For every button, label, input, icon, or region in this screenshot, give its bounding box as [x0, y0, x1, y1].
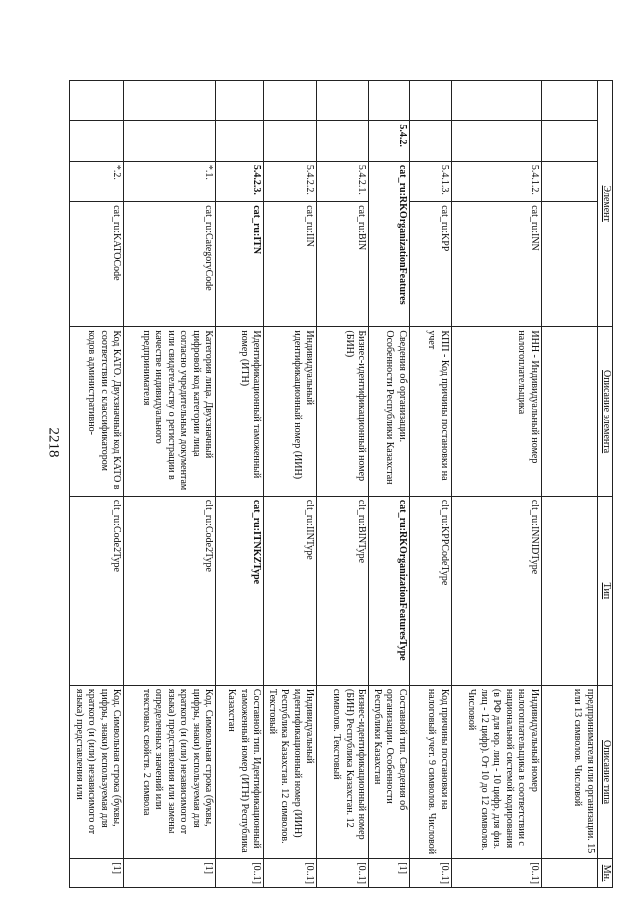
cell-number: *.2.: [70, 161, 124, 201]
table-row: [369, 81, 410, 888]
cell-name: cat_ru:IIN: [264, 202, 317, 327]
rotated-table-frame: [74, 80, 613, 888]
cell-name: cat_ru:CategoryCode: [124, 202, 216, 327]
cell-name: cat_ru:KPP: [410, 202, 452, 327]
cell-name: cat_ru:INN: [452, 202, 542, 327]
cell-multiplicity: [0..1]: [264, 859, 317, 888]
cell-description: Идентификационный таможенный номер (ИТН): [216, 327, 264, 496]
cell-name: [542, 202, 598, 327]
cell-blank: [124, 121, 216, 161]
cell-description: Индивидуальный идентификационный номер (ИИН): [264, 327, 317, 496]
header-type: Тип: [598, 496, 613, 685]
cell-multiplicity: [1]: [124, 859, 216, 888]
cell-blank: [542, 121, 598, 161]
cell-blank: [317, 121, 369, 161]
cell-blank: [124, 81, 216, 121]
cell-type-description: Составной тип. Идентификационный таможенный номер (ИТН) Республика Казахстан: [216, 685, 264, 858]
header-type-description: Описание типа: [598, 685, 613, 858]
header-element: Элемент: [598, 81, 613, 327]
cell-type: clt_ru:IINType: [264, 496, 317, 685]
cell-multiplicity: [0..1]: [410, 859, 452, 888]
cell-name: cat_ru:ITN: [216, 202, 264, 327]
cell-type-description: Код. Символьная строка (буквы, цифры, знаки) используемая для краткого (и (или) независимого от языка) представления или замены определенных значений или текстовых свойств. 2 символа: [124, 685, 216, 858]
element-table: [70, 80, 614, 888]
cell-blank: [264, 121, 317, 161]
cell-type-description: предпринимателя или организации. 15 или 13 символов. Числовой: [542, 685, 598, 858]
table-row: [124, 81, 216, 888]
cell-multiplicity: [542, 859, 598, 888]
cell-description: Сведения об организации. Особенности Республики Казахстан: [369, 327, 410, 496]
cell-blank: [70, 81, 124, 121]
cell-type: clt_ru:Code2Type: [70, 496, 124, 685]
cell-section-number: 5.4.2.: [369, 121, 410, 161]
cell-number: 5.4.1.3.: [410, 161, 452, 201]
cell-number: [542, 161, 598, 201]
header-element-description: Описание элемента: [598, 327, 613, 496]
cell-name: cat_ru:RKOrganizationFeatures: [369, 161, 410, 327]
cell-name: cat_ru:BIN: [317, 202, 369, 327]
cell-blank: [216, 121, 264, 161]
table-row: [216, 81, 264, 888]
cell-blank: [70, 121, 124, 161]
cell-blank: [317, 81, 369, 121]
cell-type: [542, 496, 598, 685]
cell-blank: [542, 81, 598, 121]
cell-description: ИНН - Индивидуальный номер налогоплательщика: [452, 327, 542, 496]
cell-number: 5.4.1.2.: [452, 161, 542, 201]
cell-description: Категория лица. Двухзначный цифровой код категории лица согласно учредительным документам или свидетельству о регистрации в качестве индивидуального предпринимателя: [124, 327, 216, 496]
page-number: 2218: [45, 427, 62, 458]
cell-number: 5.4.2.2.: [264, 161, 317, 201]
cell-type-description: Индивидуальный номер налогоплательщика в соответствии с национальной системой кодирования (в РФ для юр. лиц - 10 цифр, для физ. лиц - 12 цифр). От 10 до 12 символов. Числовой: [452, 685, 542, 858]
cell-multiplicity: [1]: [369, 859, 410, 888]
cell-blank: [264, 81, 317, 121]
cell-type-description: Код причины постановки на налоговый учет. 9 символов. Числовой: [410, 685, 452, 858]
cell-multiplicity: [0..1]: [317, 859, 369, 888]
cell-type: clt_ru:INNIDType: [452, 496, 542, 685]
table-header-row: [598, 81, 613, 888]
table-row: [542, 81, 598, 888]
cell-blank: [369, 81, 410, 121]
cell-number: *.1.: [124, 161, 216, 201]
cell-type-description: Код. Символьная строка (буквы, цифры, знаки) используемая для краткого (и (или) независимого от языка) представления или: [70, 685, 124, 858]
cell-description: Код КАТО. Двухзначный код КАТО в соответствии с классификатором кодов административно-: [70, 327, 124, 496]
cell-type: clt_ru:Code2Type: [124, 496, 216, 685]
cell-blank: [216, 81, 264, 121]
cell-multiplicity: [0..1]: [216, 859, 264, 888]
cell-multiplicity: [1]: [70, 859, 124, 888]
cell-type: cat_ru:RKOrganizationFeaturesType: [369, 496, 410, 685]
table-row: [452, 81, 542, 888]
cell-name: cat_ru:KATOCode: [70, 202, 124, 327]
table-row: [70, 81, 124, 888]
cell-type: clt_ru:KPPCodeType: [410, 496, 452, 685]
table-row: [410, 81, 452, 888]
cell-description: КПП - Код причины постановки на учет: [410, 327, 452, 496]
header-multiplicity: Мн.: [598, 859, 613, 888]
cell-description: Бизнес-идентификационный номер (БИН): [317, 327, 369, 496]
cell-type-description: Бизнес-идентификационный номер (БИН) Республика Казахстан. 12 символов. Текстовый: [317, 685, 369, 858]
cell-blank: [410, 121, 452, 161]
table-row: [264, 81, 317, 888]
table-row: [317, 81, 369, 888]
cell-blank: [410, 81, 452, 121]
cell-type-description: Составной тип. Сведения об организации. Особенности Республики Казахстан: [369, 685, 410, 858]
cell-blank: [452, 121, 542, 161]
cell-multiplicity: [0..1]: [452, 859, 542, 888]
cell-type-description: Индивидуальный идентификационный номер (ИИН) Республика Казахстан. 12 символов. Текстовый: [264, 685, 317, 858]
cell-number: 5.4.2.3.: [216, 161, 264, 201]
cell-description: [542, 327, 598, 496]
table-container: [74, 80, 613, 888]
cell-blank: [452, 81, 542, 121]
cell-type: clt_ru:BINType: [317, 496, 369, 685]
cell-number: 5.4.2.1.: [317, 161, 369, 201]
cell-type: cat_ru:ITNKZType: [216, 496, 264, 685]
